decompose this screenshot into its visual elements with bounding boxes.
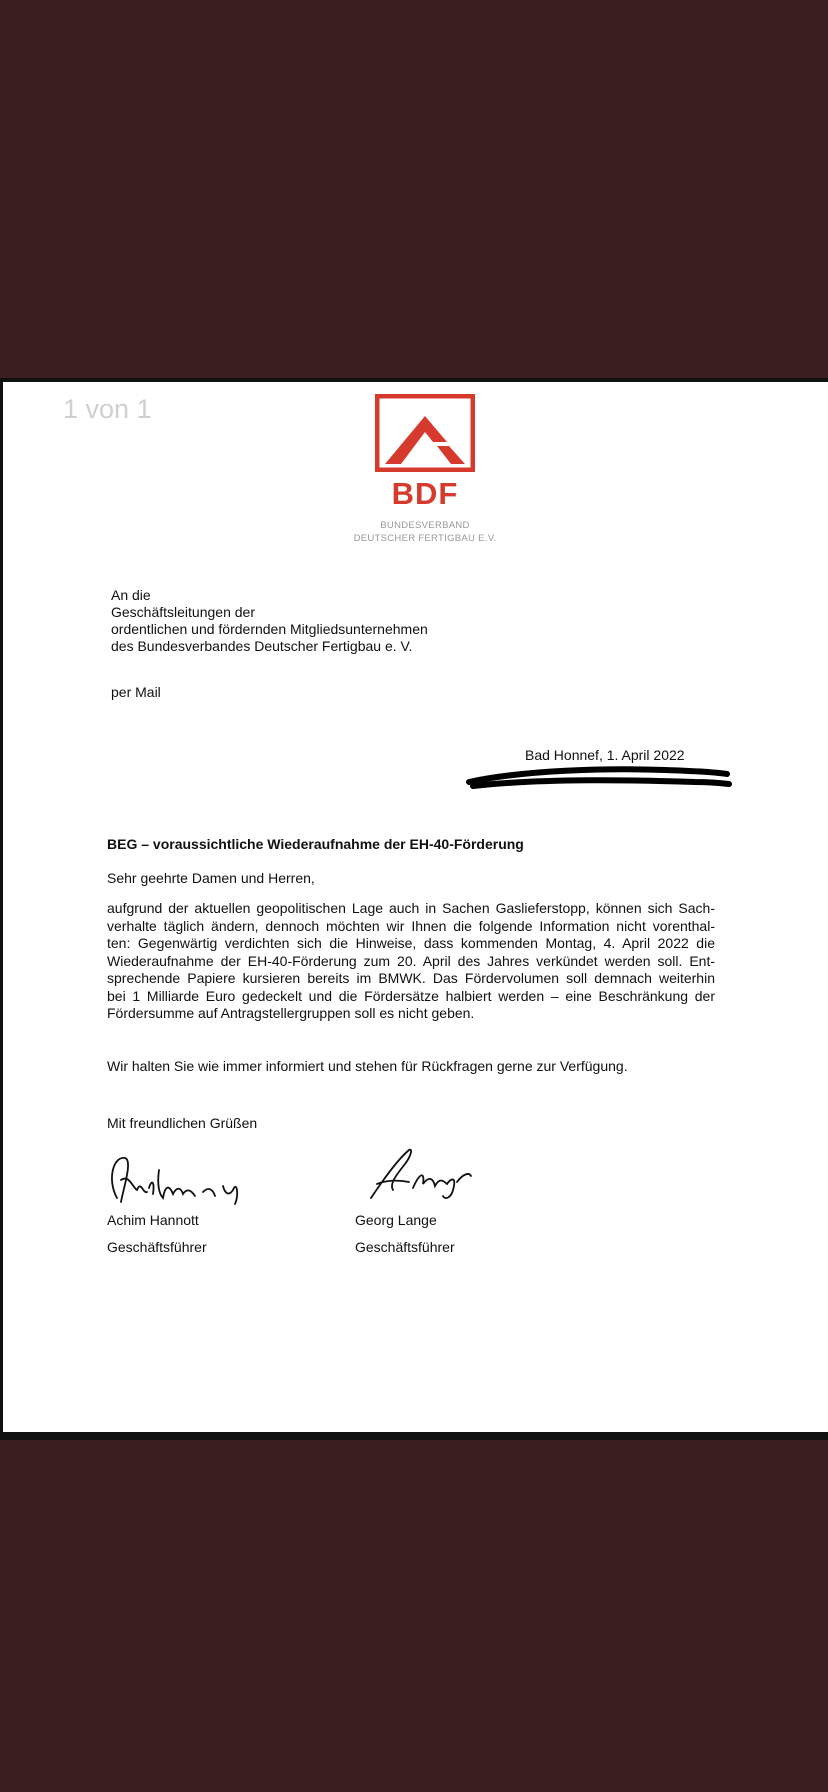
letter-page	[0, 378, 828, 1440]
top-frame	[0, 0, 828, 378]
recipient-line: Geschäftsleitungen der	[111, 604, 255, 620]
body-line: aufgrund der aktuellen geopolitischen Lage auch in Sachen Gaslieferstopp, können sich Sach-	[107, 900, 715, 916]
subject-line: BEG – voraussichtliche Wiederaufnahme der EH-40-Förderung	[107, 836, 524, 852]
regards: Mit freundlichen Grüßen	[107, 1115, 258, 1131]
body-line: Wiederaufnahme der EH-40-Förderung zum 20. April des Jahres verkündet werden soll. Ent-	[107, 952, 715, 969]
body-line: Fördersumme auf Antragstellergruppen soll es nicht geben.	[107, 1005, 475, 1021]
signatory-role: Geschäftsführer	[355, 1239, 455, 1255]
signatory-name: Achim Hannott	[107, 1212, 199, 1228]
logo-abbrev: BDF	[391, 476, 459, 511]
body-paragraph	[107, 900, 715, 1023]
signatory-role: Geschäftsführer	[107, 1239, 207, 1255]
body-line: bei 1 Milliarde Euro gedeckelt und die Fördersätze halbiert werden – eine Beschränkung der	[107, 987, 715, 1004]
recipient-line: An die	[111, 587, 151, 603]
signature-hannott	[103, 1150, 263, 1210]
signature-lange	[353, 1140, 493, 1210]
recipient-line: ordentlichen und fördernden Mitgliedsunternehmen	[111, 621, 428, 637]
org-name-line1: BUNDESVERBAND	[380, 520, 470, 531]
closing-sentence: Wir halten Sie wie immer informiert und stehen für Rückfragen gerne zur Verfügung.	[107, 1058, 628, 1074]
delivery-note: per Mail	[111, 684, 161, 700]
body-line: ten: Gegenwärtig verdichten sich die Hinweise, dass kommenden Montag, 4. April 2022 die	[107, 935, 715, 951]
bottom-frame	[0, 1440, 828, 1792]
body-line: verhalte täglich ändern, dennoch möchten wir Ihnen die folgende Information nicht vorenthal-	[107, 917, 715, 934]
greeting: Sehr geehrte Damen und Herren,	[107, 870, 315, 886]
body-line: sprechende Papiere kursieren bereits im BMWK. Das Fördervolumen soll demnach weiterhin	[107, 970, 715, 986]
recipient-line: des Bundesverbandes Deutscher Fertigbau e. V.	[111, 638, 413, 654]
signatory-name: Georg Lange	[355, 1212, 437, 1228]
bdf-logo-icon	[375, 394, 475, 472]
redaction-scribble	[465, 762, 735, 792]
recipient-block	[111, 587, 428, 655]
org-name-line2: DEUTSCHER FERTIGBAU E.V.	[353, 533, 497, 544]
date-line: Bad Honnef, 1. April 2022	[525, 747, 685, 763]
page-counter: 1 von 1	[63, 394, 152, 424]
